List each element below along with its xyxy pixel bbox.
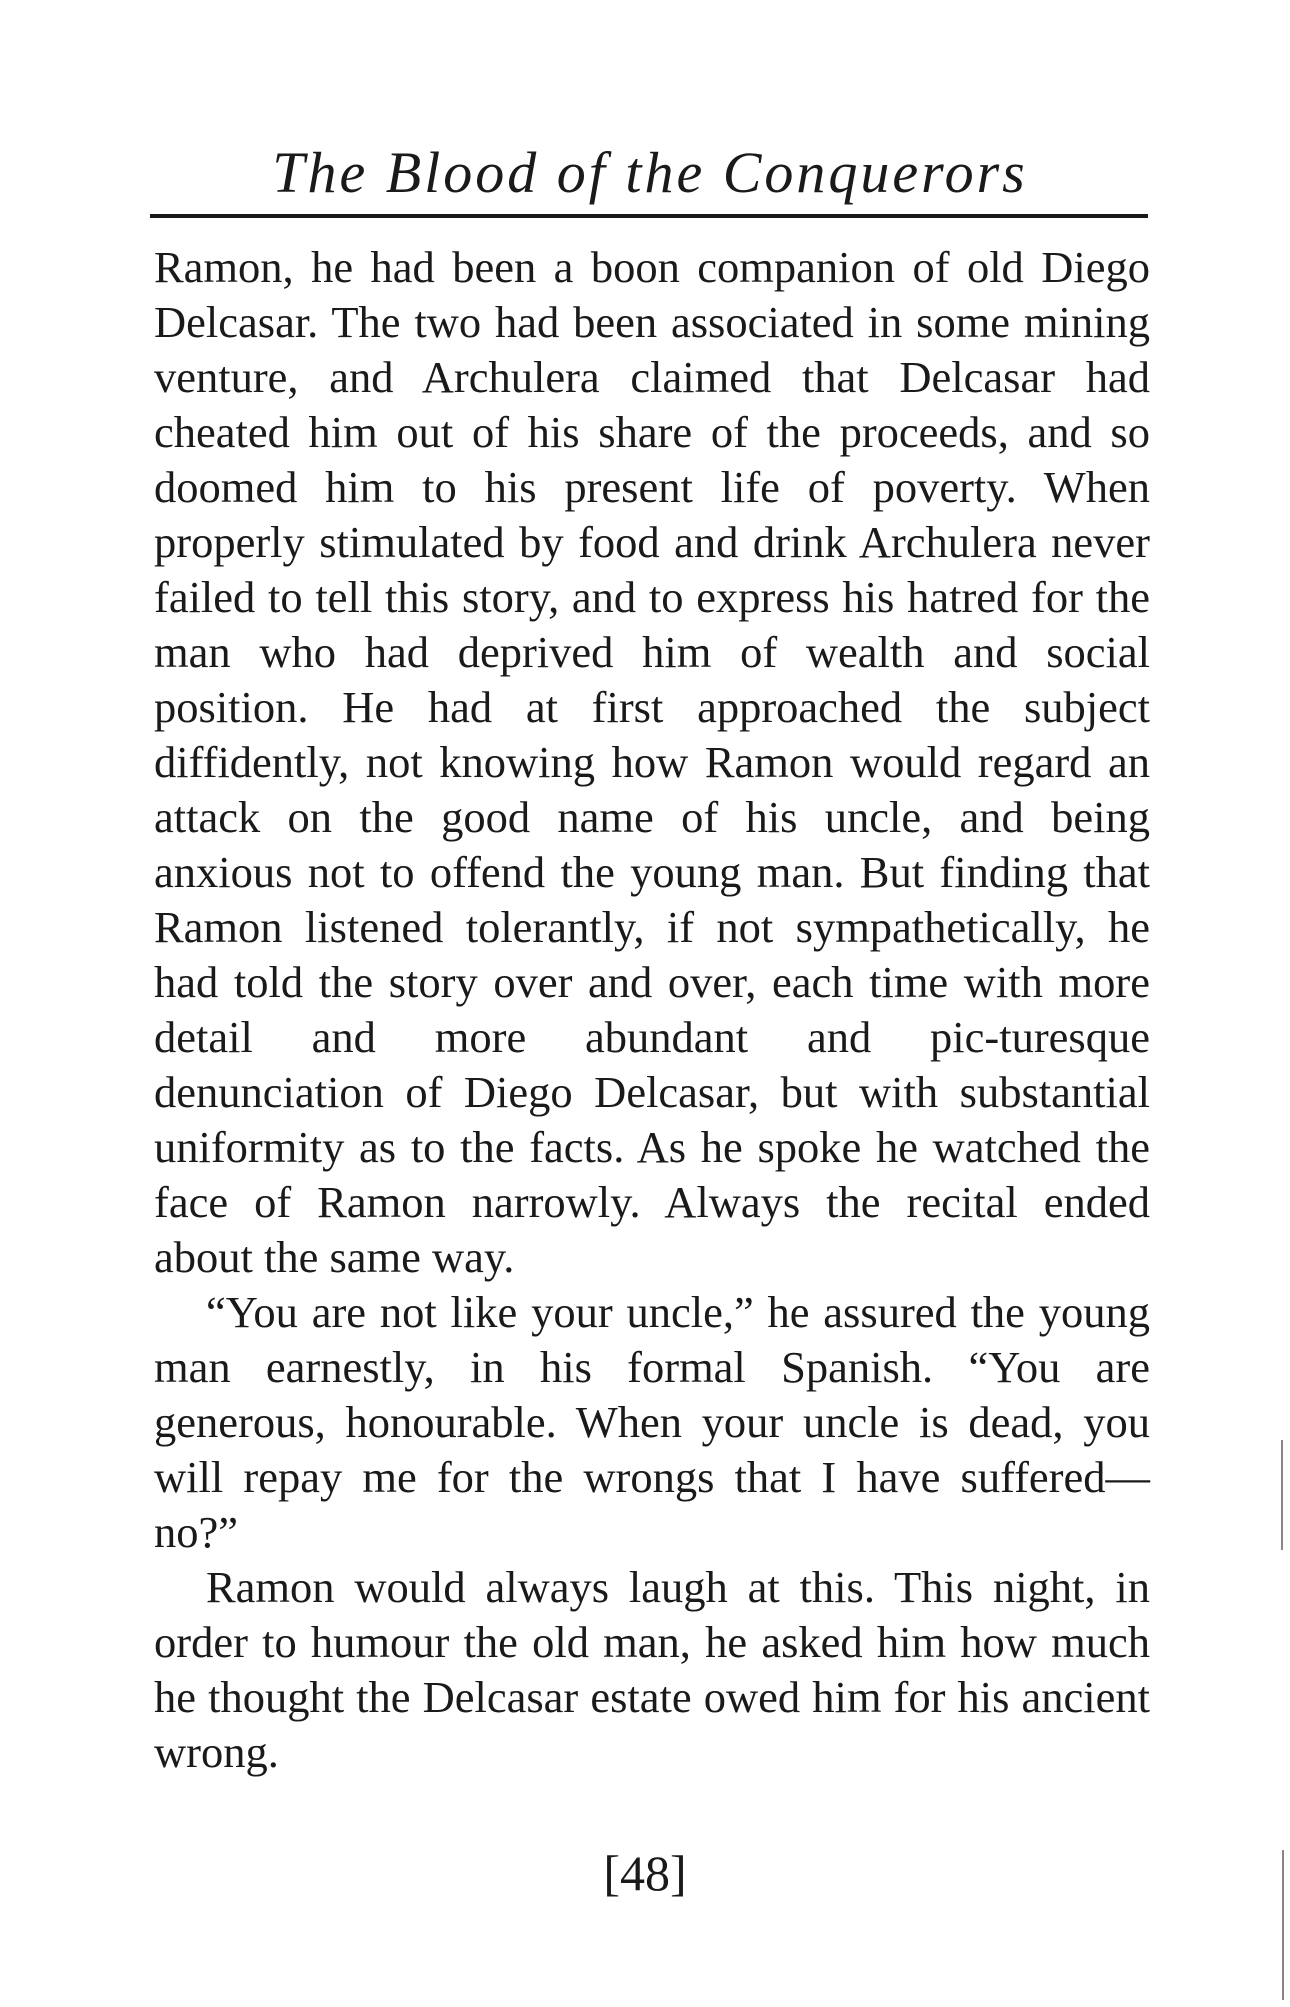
scan-edge-mark <box>1282 1850 1284 2000</box>
running-head: The Blood of the Conquerors <box>272 140 1028 205</box>
body-text <box>154 240 1150 1780</box>
page-number: [48] <box>603 1845 687 1901</box>
header-rule <box>150 214 1148 218</box>
paragraph-1: Ramon, he had been a boon companion of old Diego Delcasar. The two had been associated in some mining venture, and Archulera claimed that Delcasar had cheated him out of his share of the proceeds, and so doomed him to his present life of poverty. When properly stimulated by food and drink Archulera never failed to tell this story, and to express his hatred for the man who had deprived him of wealth and social position. He had at first approached the subject diffidently, not knowing how Ramon would regard an attack on the good name of his uncle, and being anxious not to offend the young man. But finding that Ramon listened tolerantly, if not sympathetically, he had told the story over and over, each time with more detail and more abundant and pic-turesque denunciation of Diego Delcasar, but with substantial uniformity as to the facts. As he spoke he watched the face of Ramon narrowly. Always the recital ended about the same way. <box>154 242 1150 1282</box>
scan-edge-mark <box>1281 1440 1283 1550</box>
paragraph-3: Ramon would always laugh at this. This night, in order to humour the old man, he asked him how much he thought the Delcasar estate owed him for his ancient wrong. <box>154 1562 1150 1777</box>
paragraph-2: “You are not like your uncle,” he assured the young man earnestly, in his formal Spanish. “You are generous, honourable. When your uncle is dead, you will repay me for the wrongs that I have suffered—no?” <box>154 1287 1150 1557</box>
